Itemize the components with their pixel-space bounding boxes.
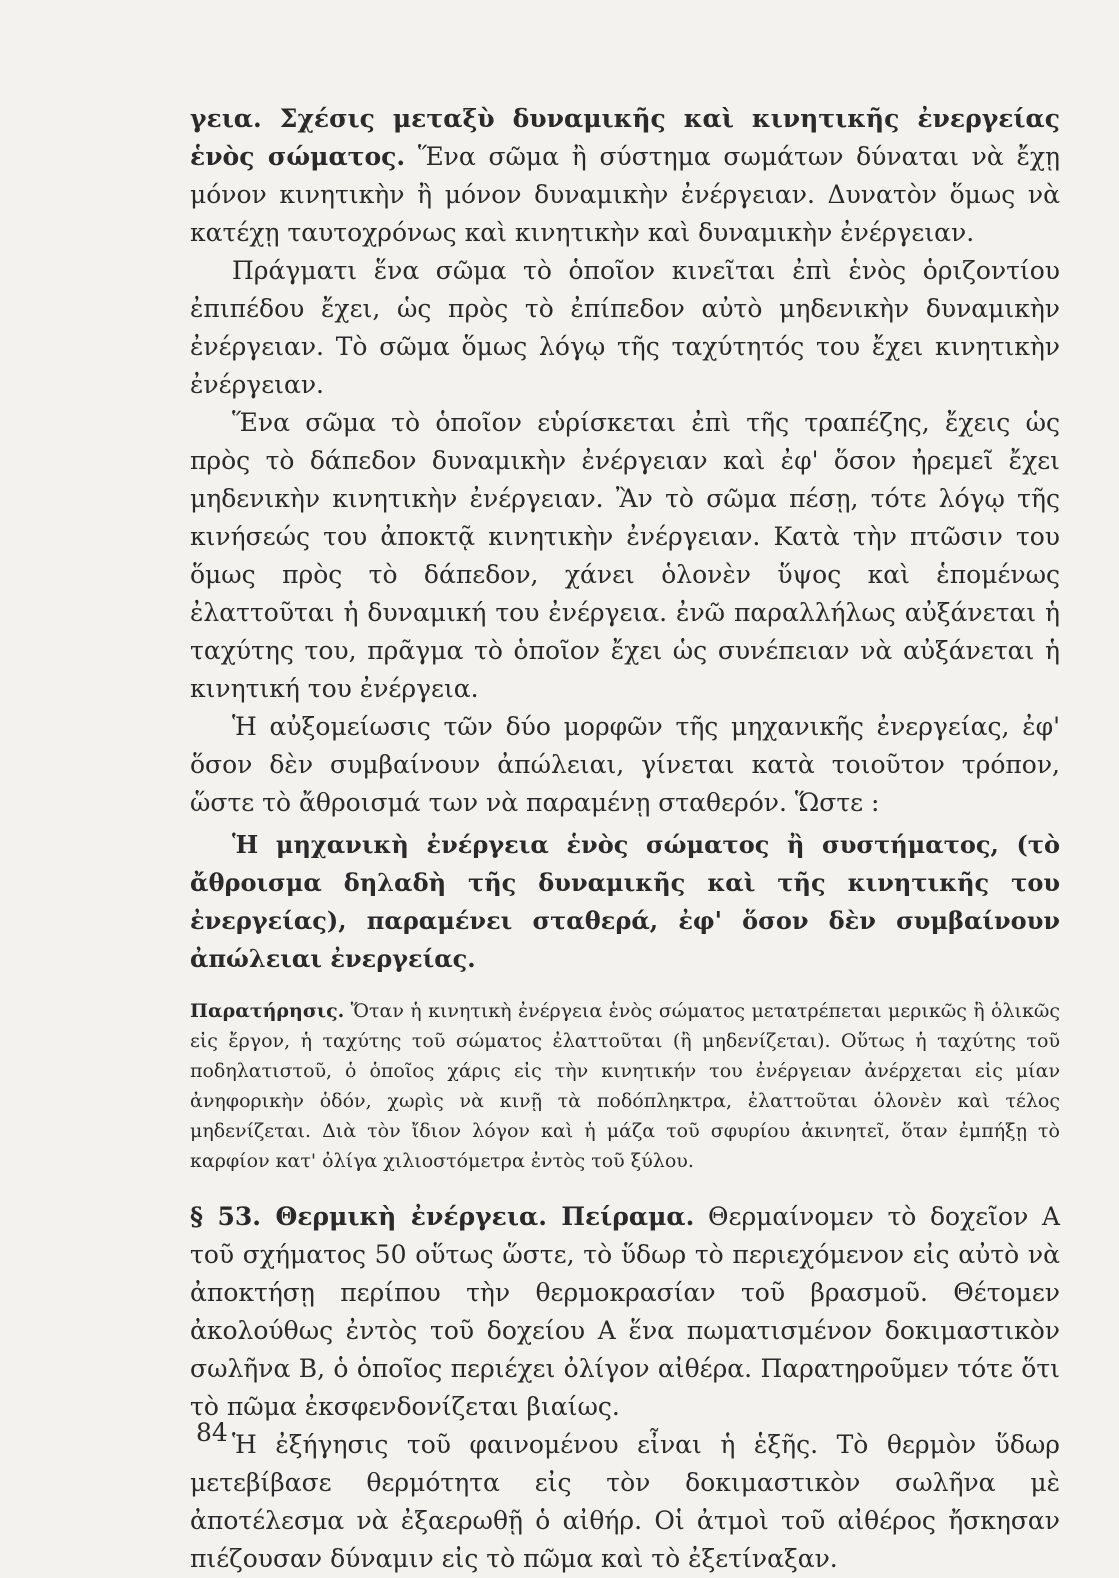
section-heading: § 53. Θερμικὴ ἐνέργεια. Πείραμα. (190, 1202, 695, 1231)
note-paragraph (190, 996, 1060, 1176)
paragraph-heading: γεια. Σχέσις μεταξὺ δυναμικῆς καὶ κινητικῆς ἐνεργείας ἑνὸς σώματος. (190, 104, 1060, 171)
paragraph-explanation: Ἡ ἐξήγησις τοῦ φαινομένου εἶναι ἡ ἑξῆς. Τὸ θερμὸν ὕδωρ μετεβίβασε θερμότητα εἰς τὸν δοκιμαστικὸν σωλῆνα μὲ ἀποτέλεσμα νὰ ἐξαερωθῇ ὁ αἰθήρ. Οἱ ἀτμοὶ τοῦ αἰθέρος ἤσκησαν πιέζουσαν δύναμιν εἰς τὸ πῶμα καὶ τὸ ἐξετίναξαν. (190, 1430, 1060, 1573)
note-label: Παρατήρησις. (190, 1000, 345, 1022)
section-53 (190, 1198, 1060, 1426)
section-text: Θερμαίνομεν τὸ δοχεῖον Α τοῦ σχήματος 50 οὕτως ὥστε, τὸ ὕδωρ τὸ περιεχόμενον εἰς αὐτὸ νὰ ἀποκτήσῃ περίπου τὴν θερμοκρασίαν τοῦ βρασμοῦ. Θέτομεν ἀκολούθως ἐντὸς τοῦ δοχείου Α ἕνα πωματισμένον δοκιμαστικὸν σωλῆνα Β, ὁ ὁποῖος περιέχει ὀλίγον αἰθέρα. Παρατηροῦμεν τότε ὅτι τὸ πῶμα ἐκσφενδονίζεται βιαίως. (190, 1202, 1060, 1421)
page-body (190, 100, 1060, 1578)
law-statement: Ἡ μηχανικὴ ἐνέργεια ἑνὸς σώματος ἢ συστήματος, (τὸ ἄθροισμα δηλαδὴ τῆς δυναμικῆς καὶ τῆς κινητικῆς του ἐνεργείας), παραμένει σταθερά, ἐφ' ὅσον δὲν συμβαίνουν ἀπώλειαι ἐνεργείας. (190, 830, 1060, 973)
paragraph-falling-body: Ἕνα σῶμα τὸ ὁποῖον εὑρίσκεται ἐπὶ τῆς τραπέζης, ἔχεις ὡς πρὸς τὸ δάπεδον δυναμικὴν ἐνέργειαν καὶ ἐφ' ὅσον ἠρεμεῖ ἔχει μηδενικὴν κινητικὴν ἐνέργειαν. Ἂν τὸ σῶμα πέσῃ, τότε λόγῳ τῆς κινήσεώς του ἀποκτᾷ κινητικὴν ἐνέργειαν. Κατὰ τὴν πτῶσιν του ὅμως πρὸς τὸ δάπεδον, χάνει ὁλονὲν ὕψος καὶ ἑπομένως ἐλαττοῦται ἡ δυναμική του ἐνέργεια. ἐνῶ παραλλήλως αὐξάνεται ἡ ταχύτης του, πρᾶγμα τὸ ὁποῖον ἔχει ὡς συνέπειαν νὰ αὐξάνεται ἡ κινητική του ἐνέργεια. (190, 408, 1060, 703)
note-text: Ὅταν ἡ κινητικὴ ἐνέργεια ἑνὸς σώματος μετατρέπεται μερικῶς ἢ ὁλικῶς εἰς ἔργον, ἡ ταχύτης τοῦ σώματος ἐλαττοῦται (ἢ μηδενίζεται). Οὕτως ἡ ταχύτης τοῦ ποδηλατιστοῦ, ὁ ὁποῖος χάρις εἰς τὴν κινητικήν του ἐνέργειαν ἀνέρχεται εἰς μίαν ἀνηφορικὴν ὁδόν, χωρὶς νὰ κινῇ τὰ ποδόπληκτρα, ἐλαττοῦται ὁλονὲν καὶ τέλος μηδενίζεται. Διὰ τὸν ἴδιον λόγον καὶ ἡ μάζα τοῦ σφυρίου ἀκινητεῖ, ὅταν ἐμπήξῃ τὸ καρφίον κατ' ὀλίγα χιλιοστόμετρα ἐντὸς τοῦ ξύλου. (190, 1000, 1060, 1172)
paragraph-horizontal-plane: Πράγματι ἕνα σῶμα τὸ ὁποῖον κινεῖται ἐπὶ ἑνὸς ὁριζοντίου ἐπιπέδου ἔχει, ὡς πρὸς τὸ ἐπίπεδον αὐτὸ μηδενικὴν δυναμικὴν ἐνέργειαν. Τὸ σῶμα ὅμως λόγῳ τῆς ταχύτητός του ἔχει κινητικὴν ἐνέργειαν. (190, 256, 1060, 399)
paragraph-sum-constant: Ἡ αὐξομείωσις τῶν δύο μορφῶν τῆς μηχανικῆς ἐνεργείας, ἐφ' ὅσον δὲν συμβαίνουν ἀπώλειαι, γίνεται κατὰ τοιοῦτον τρόπον, ὥστε τὸ ἄθροισμά των νὰ παραμένῃ σταθερόν. Ὥστε : (190, 712, 1060, 817)
paragraph-text: Ἕνα σῶμα ἢ σύστημα σωμάτων δύναται νὰ ἔχῃ μόνον κινητικὴν ἢ μόνον δυναμικὴν ἐνέργειαν. Δυνατὸν ὅμως νὰ κατέχῃ ταυτοχρόνως καὶ κινητικὴν καὶ δυναμικὴν ἐνέργειαν. (190, 142, 1061, 247)
page-number: 84 (196, 1418, 228, 1447)
paragraph-kinetic-potential (190, 100, 1060, 252)
